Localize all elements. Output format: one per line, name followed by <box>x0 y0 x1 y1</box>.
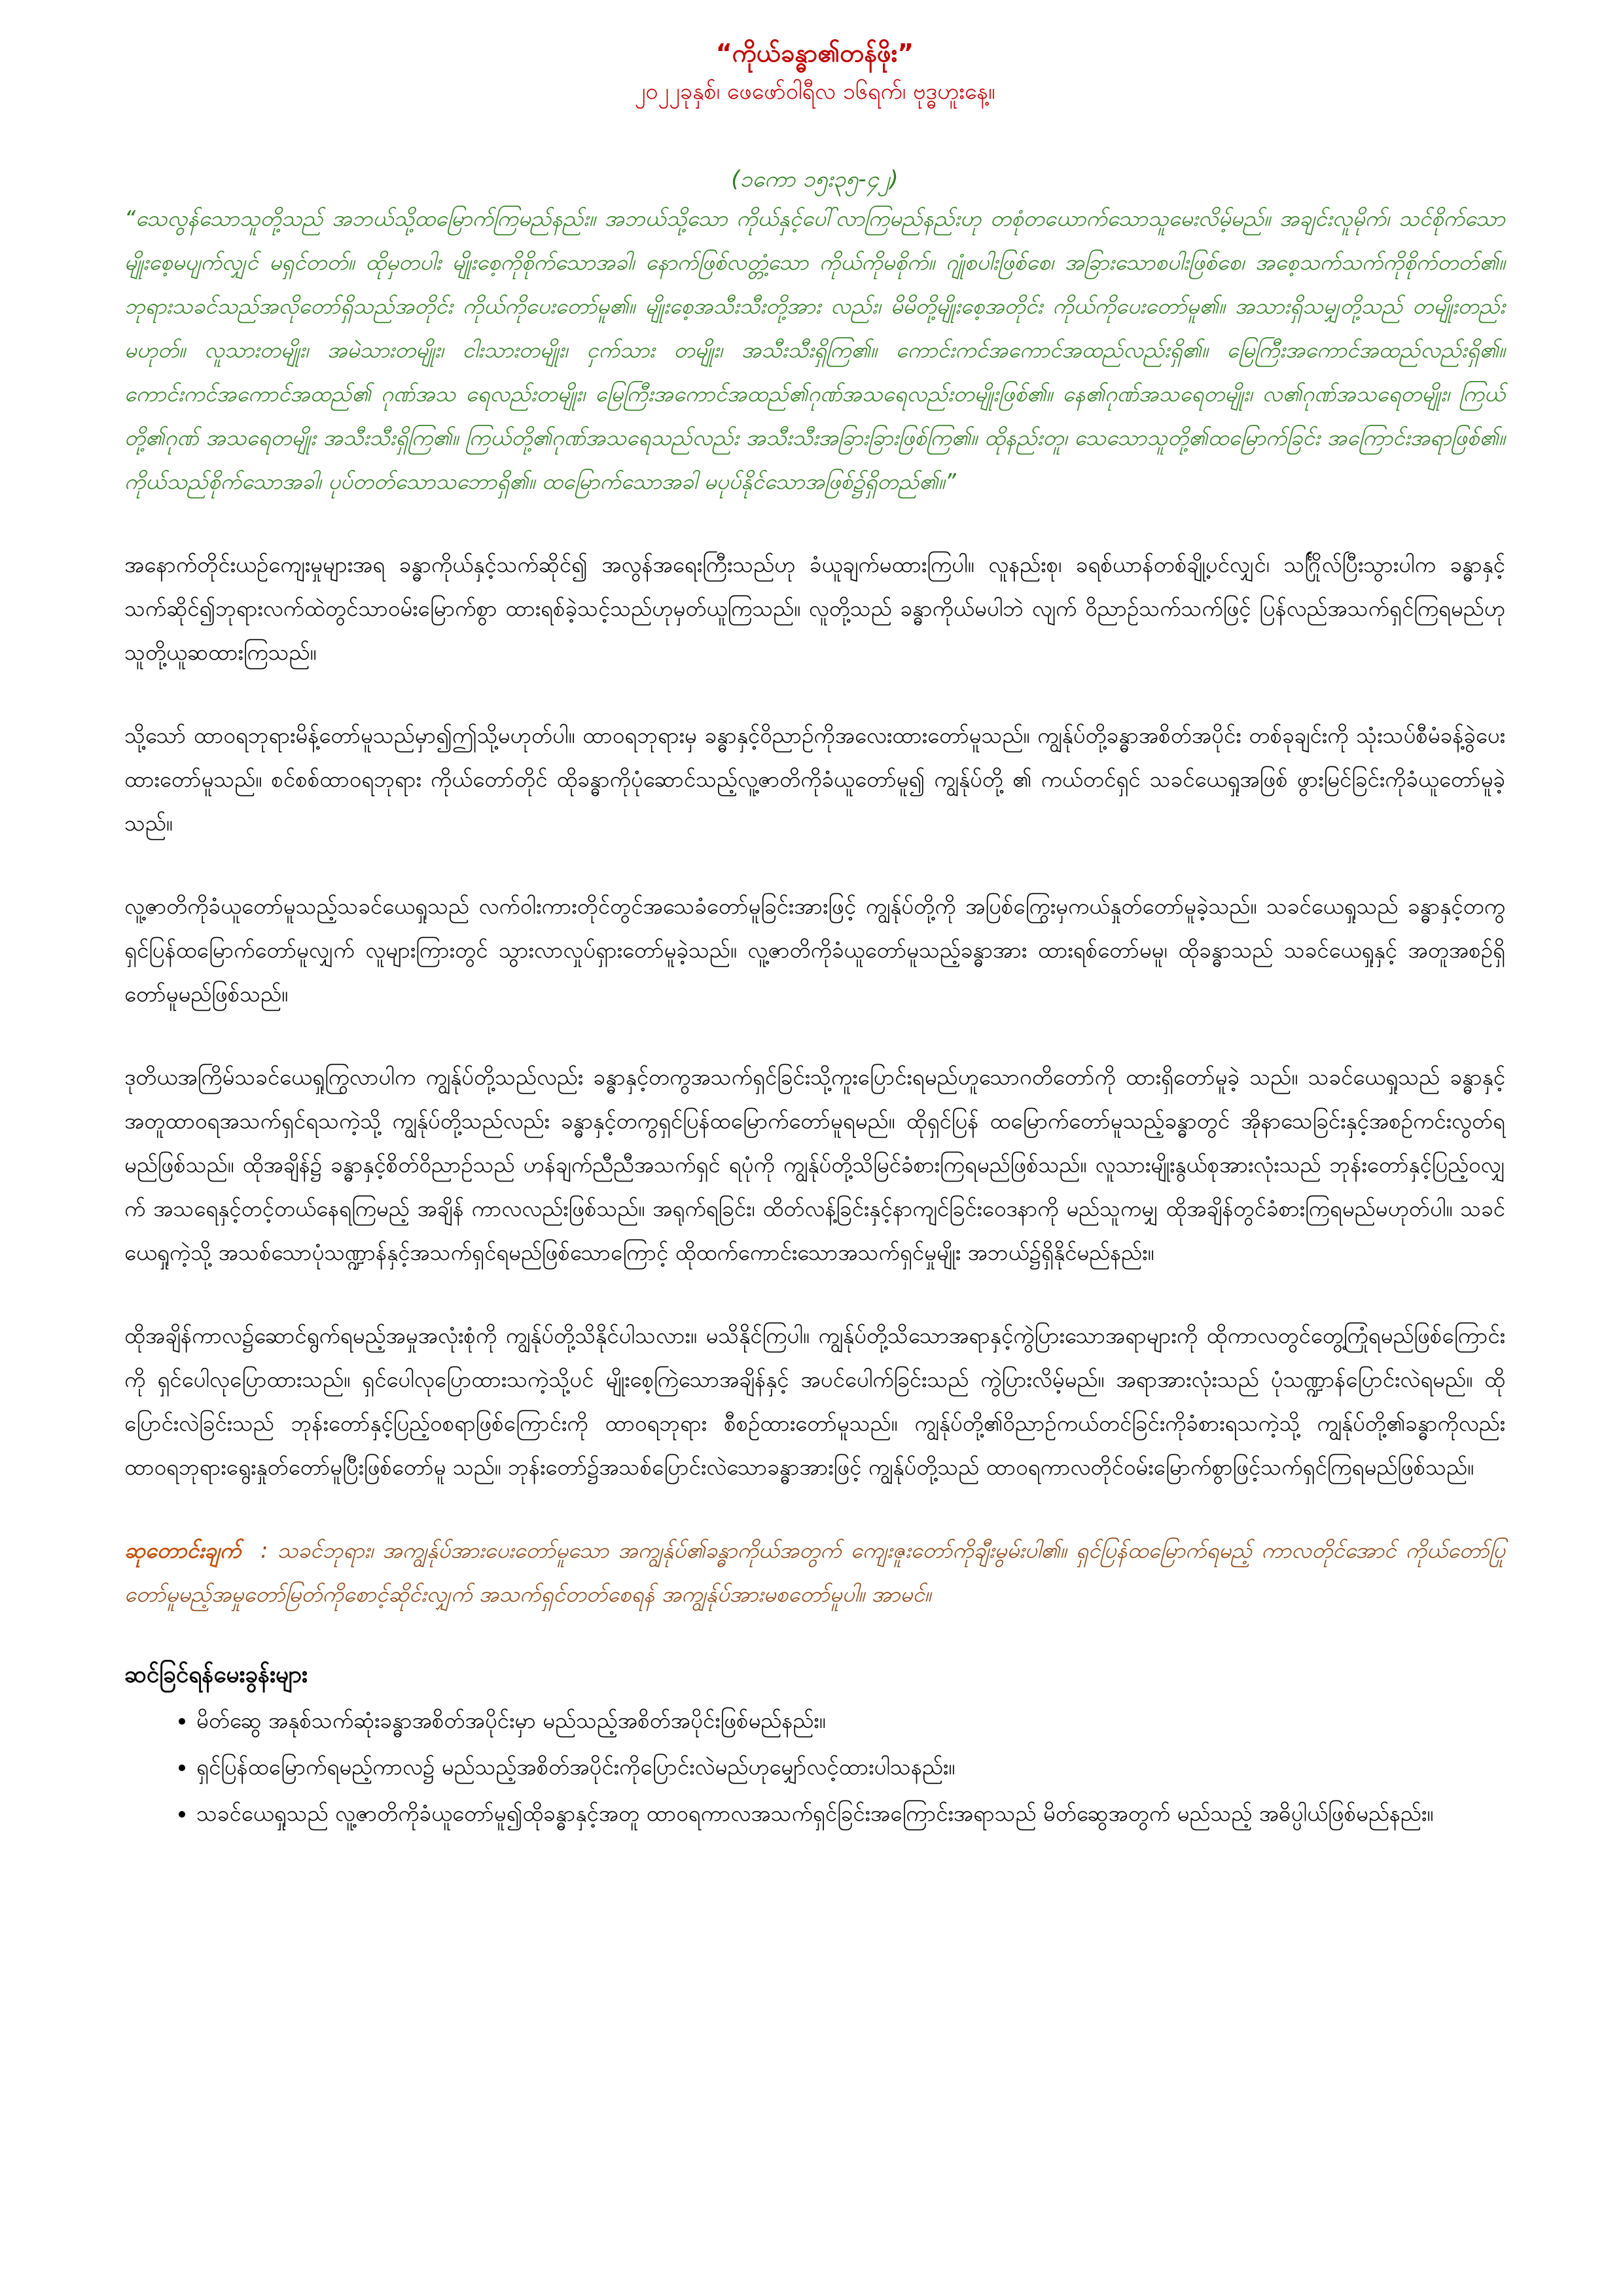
question-item: • မိတ်ဆွေ အနုစ်သက်ဆုံးခန္ဓာအစိတ်အပိုင်းမှာ မည်သည့်အစိတ်အပိုင်းဖြစ်မည်နည်း။ <box>196 1698 1505 1742</box>
body-paragraph-1: အနောက်တိုင်းယဉ်ကျေးမှုများအရ ခန္ဓာကိုယ်နှင့်သက်ဆိုင်၍ အလွန်အရေးကြီးသည်ဟု ခံယူချက်မထားကြပါ။ လူနည်းစု၊ ခရစ်ယာန်တစ်ချို့ပင်လျှင်၊ သင်္ဂြိုလ်ပြီးသွားပါက ခန္ဓာနှင့်သက်ဆိုင်၍ဘုရားလက်ထဲတွင်သာဝမ်းမြောက်စွာ ထားရစ်ခဲ့သင့်သည်ဟုမှတ်ယူကြသည်။ လူတို့သည် ခန္ဓာကိုယ်မပါဘဲ လျက် ဝိညာဉ်သက်သက်ဖြင့် ပြန်လည်အသက်ရှင်ကြရမည်ဟု သူတို့ယူဆထားကြသည်။ <box>124 552 1505 665</box>
page-title: “ကိုယ်ခန္ဓာ၏တန်ဖိုး” <box>715 39 914 67</box>
prayer-text: : သခင်ဘုရား၊ အကျွန်ုပ်အားပေးတော်မူသော အကျွန်ုပ်၏ခန္ဓာကိုယ်အတွက် ကျေးဇူးတော်ကိုချီးမွမ်းပါ၏။ ရှင်ပြန်ထမြောက်ရမည့် ကာလတိုင်အောင် ကိုယ်တော်ပြုတော်မူမည့်အမှုတော်မြတ်ကိုစောင့်ဆိုင်းလျှက် အသက်ရှင်တတ်စေရန် အကျွန်ုပ်အားမစတော်မူပါ။ အာမင်။ <box>124 1537 1505 1607</box>
prayer-block <box>124 1528 1505 1616</box>
scripture-reference: (၁ကော ၁၅း၃၅-၄၂) <box>731 166 899 192</box>
body-paragraph-4: ဒုတိယအကြိမ်သခင်ယေရှုကြွလာပါက ကျွန်ုပ်တို့သည်လည်း ခန္ဓာနှင့်တကွအသက်ရှင်ခြင်းသို့ကူးပြောင်းရမည်ဟူသောဂတိတော်ကို ထားရှိတော်မူခဲ့ သည်။ သခင်ယေရှုသည် ခန္ဓာနှင့်အတူထာဝရအသက်ရှင်ရသကဲ့သို့ ကျွန်ုပ်တို့သည်လည်း ခန္ဓာနှင့်တကွရှင်ပြန်ထမြောက်တော်မူရမည်။ ထိုရှင်ပြန် ထမြောက်တော်မူသည့်ခန္ဓာတွင် အိုနာသေခြင်းနှင့်အစဉ်ကင်းလွတ်ရမည်ဖြစ်သည်။ ထိုအချိန်၌ ခန္ဓာနှင့်စိတ်ဝိညာဉ်သည် ဟန်ချက်ညီညီအသက်ရှင် ရပုံကို ကျွန်ုပ်တို့သိမြင်ခံစားကြရမည်ဖြစ်သည်။ လူသားမျိုးနွယ်စုအားလုံးသည် ဘုန်းတော်နှင့်ပြည့်ဝလျှက် အသရေနှင့်တင့်တယ်နေရကြမည့် အချိန် ကာလလည်းဖြစ်သည်။ အရုက်ရခြင်း၊ ထိတ်လန့်ခြင်းနှင့်နာကျင်ခြင်းဝေဒနာကို မည်သူကမျှ ထိုအချိန်တွင်ခံစားကြရမည်မဟုတ်ပါ။ သခင်ယေရှုကဲ့သို့ အသစ်သောပုံသဏ္ဍာန်နှင့်အသက်ရှင်ရမည်ဖြစ်သောကြောင့် ထိုထက်ကောင်းသောအသက်ရှင်မှုမျိုး အဘယ်၌ရှိနိုင်မည်နည်း။ <box>124 1064 1505 1265</box>
question-item: • ရှင်ပြန်ထမြောက်ရမည့်ကာလ၌ မည်သည့်အစိတ်အပိုင်းကိုပြောင်းလဲမည်ဟုမျှော်လင့်ထားပါသနည်း။ <box>196 1745 1505 1789</box>
body-paragraph-5: ထိုအချိန်ကာလ၌ဆောင်ရွက်ရမည့်အမှုအလုံးစုံကို ကျွန်ုပ်တို့သိနိုင်ပါသလား။ မသိနိုင်ကြပါ။ ကျွန်ုပ်တို့သိသောအရာနှင့်ကွဲပြားသောအရာများကို ထိုကာလတွင်တွေ့ကြုံရမည်ဖြစ်ကြောင်းကို ရှင်ပေါလုပြောထားသည်။ ရှင်ပေါလုပြောထားသကဲ့သို့ပင် မျိုးစေ့ကြဲသောအချိန်နှင့် အပင်ပေါက်ခြင်းသည် ကွဲပြားလိမ့်မည်။ အရာအားလုံးသည် ပုံသဏ္ဍာန်ပြောင်းလဲရမည်။ ထိုပြောင်းလဲခြင်းသည် ဘုန်းတော်နှင့်ပြည့်ဝစရာဖြစ်ကြောင်းကို ထာဝရဘုရား စီစဉ်ထားတော်မူသည်။ ကျွန်ုပ်တို့၏ဝိညာဉ်ကယ်တင်ခြင်းကိုခံစားရသကဲ့သို့ ကျွန်ုပ်တို့၏ခန္ဓာကိုလည်း ထာဝရဘုရားရွေးနှုတ်တော်မူပြီးဖြစ်တော်မူ သည်။ ဘုန်းတော်၌အသစ်ပြောင်းလဲသောခန္ဓာအားဖြင့် ကျွန်ုပ်တို့သည် ထာဝရကာလတိုင်ဝမ်းမြောက်စွာဖြင့်သက်ရှင်ကြရမည်ဖြစ်သည်။ <box>124 1323 1505 1480</box>
body-paragraph-3: လူ့ဇာတိကိုခံယူတော်မူသည့်သခင်ယေရှုသည် လက်ဝါးကားတိုင်တွင်အသေခံတော်မူခြင်းအားဖြင့် ကျွန်ုပ်တို့ကို အပြစ်ကြွေးမှကယ်နှုတ်တော်မူခဲ့သည်။ သခင်ယေရှုသည် ခန္ဓာနှင့်တကွရှင်ပြန်ထမြောက်တော်မူလျှက် လူများကြားတွင် သွားလာလှုပ်ရှားတော်မူခဲ့သည်။ လူ့ဇာတိကိုခံယူတော်မူသည့်ခန္ဓာအား ထားရစ်တော်မမူ၊ ထိုခန္ဓာသည် သခင်ယေရှုနှင့် အတူအစဉ်ရှိတော်မူမည်ဖြစ်သည်။ <box>124 893 1505 1007</box>
scripture-text: “သေလွန်သောသူတို့သည် အဘယ်သို့ထမြောက်ကြမည်နည်း။ အဘယ်သို့သော ကိုယ်နှင့်ပေါ်လာကြမည်နည်းဟု တစုံတယောက်သောသူမေးလိမ့်မည်။ အချင်းလူမိုက်၊ သင်စိုက်သောမျိုးစေ့မပျက်လျှင် မရှင်တတ်။ ထိုမှတပါး မျိုးစေ့ကိုစိုက်သောအခါ၊ နောက်ဖြစ်လတ္တံ့သော ကိုယ်ကိုမစိုက်။ ဂျုံစပါးဖြစ်စေ၊ အခြားသောစပါးဖြစ်စေ၊ အစေ့သက်သက်ကိုစိုက်တတ်၏။ ဘုရားသခင်သည်အလိုတော်ရှိသည်အတိုင်း ကိုယ်ကိုပေးတော်မူ၏။ မျိုးစေ့အသီးသီးတို့အား လည်း၊ မိမိတို့မျိုးစေ့အတိုင်း ကိုယ်ကိုပေးတော်မူ၏။ အသားရှိသမျှတို့သည် တမျိုးတည်းမဟုတ်။ လူသားတမျိုး၊ အမဲသားတမျိုး၊ ငါးသားတမျိုး၊ ငှက်သား တမျိုး၊ အသီးသီးရှိကြ၏။ ကောင်းကင်အကောင်အထည်လည်းရှိ၏။ မြေကြီးအကောင်အထည်လည်းရှိ၏။ ကောင်းကင်အကောင်အထည်၏ ဂုဏ်အသ ရေလည်းတမျိုး၊ မြေကြီးအကောင်အထည်၏ဂုဏ်အသရေလည်းတမျိုးဖြစ်၏။ နေ၏ဂုဏ်အသရေတမျိုး၊ လ၏ဂုဏ်အသရေတမျိုး၊ ကြယ်တို့၏ဂုဏ် အသရေတမျိုး အသီးသီးရှိကြ၏။ ကြယ်တို့၏ဂုဏ်အသရေသည်လည်း အသီးသီးအခြားခြားဖြစ်ကြ၏။ ထိုနည်းတူ၊ သေသောသူတို့၏ထမြောက်ခြင်း အကြောင်းအရာဖြစ်၏။ ကိုယ်သည်စိုက်သောအခါ၊ ပုပ်တတ်သောသဘောရှိ၏။ ထမြောက်သောအခါ မပုပ်နိုင်သောအဖြစ်၌ရှိတည်၏။” <box>124 206 1505 494</box>
document-page <box>124 33 1505 1838</box>
questions-heading: ဆင်ခြင်ရန်မေးခွန်းများ <box>124 1662 308 1688</box>
questions-list <box>124 1698 1505 1835</box>
question-item: • သခင်ယေရှုသည် လူ့ဇာတိကိုခံယူတော်မူ၍ထိုခန္ဓာနှင့်အတူ ထာဝရကာလအသက်ရှင်ခြင်းအကြောင်းအရာသည် မိတ်ဆွေအတွက် မည်သည့် အဓိပ္ပါယ်ဖြစ်မည်နည်း။ <box>196 1791 1505 1835</box>
prayer-label: ဆုတောင်းချက် <box>124 1537 241 1563</box>
date-line: ၂၀၂၂ခုနှစ်၊ ဖေဖော်ဝါရီလ ၁၆ရက်၊ ဗုဒ္ဓဟူးနေ့။ <box>634 79 995 105</box>
body-paragraph-2: သို့သော် ထာဝရဘုရားမိန့်တော်မူသည်မှာ၍ဤသို့မဟုတ်ပါ။ ထာဝရဘုရားမှ ခန္ဓာနှင့်ဝိညာဉ်ကိုအလေးထားတော်မူသည်။ ကျွန်ုပ်တို့ခန္ဓာအစိတ်အပိုင်း တစ်ခုချင်းကို သုံးသပ်စီမံခန့်ခွဲပေးထားတော်မူသည်။ စင်စစ်ထာဝရဘုရား ကိုယ်တော်တိုင် ထိုခန္ဓာကိုပုံဆောင်သည့်လူ့ဇာတိကိုခံယူတော်မူ၍ ကျွန်ုပ်တို့ ၏ ကယ်တင်ရှင် သခင်ယေရှုအဖြစ် ဖွားမြင်ခြင်းကိုခံယူတော်မူခဲ့သည်။ <box>124 723 1505 836</box>
